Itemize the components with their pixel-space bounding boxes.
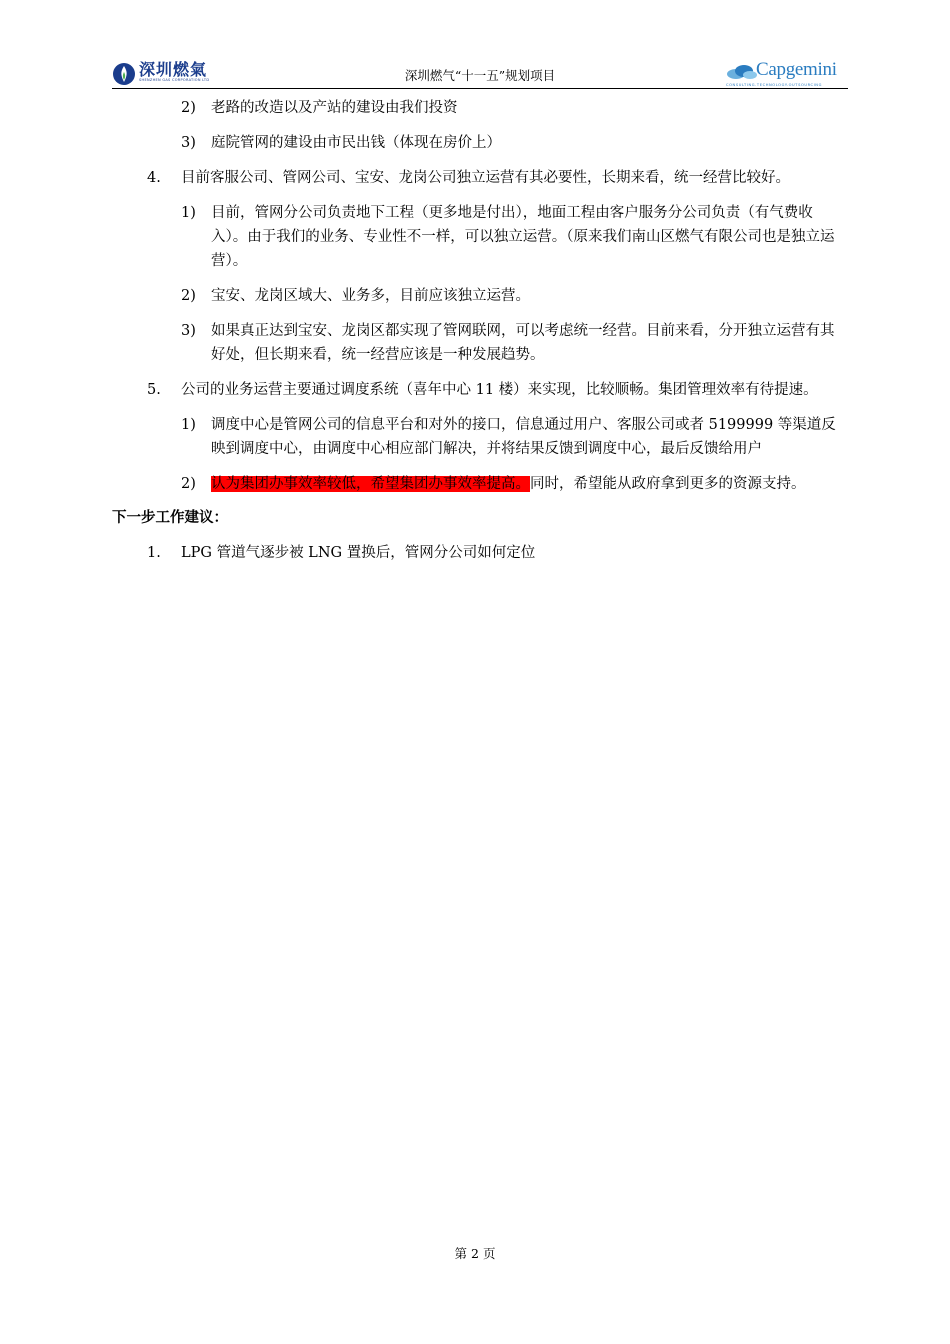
list-number: 3) <box>181 323 196 339</box>
list-item <box>112 284 848 308</box>
list-item <box>112 319 848 367</box>
list-item <box>112 413 848 461</box>
page-number: 第 2 页 <box>454 1246 496 1261</box>
capgemini-tagline: CONSULTING.TECHNOLOGY.OUTSOURCING <box>726 83 822 87</box>
list-number: 4. <box>147 170 161 186</box>
list-item <box>112 96 848 120</box>
page-header <box>112 56 848 90</box>
list-number: 2) <box>181 476 196 492</box>
capgemini-logo <box>726 59 848 89</box>
list-number: 2) <box>181 288 196 304</box>
highlighted-text: 认为集团办事效率较低，希望集团办事效率提高。 <box>211 476 530 492</box>
capgemini-spade-icon <box>726 63 758 81</box>
list-text: 同时，希望能从政府拿到更多的资源支持。 <box>530 476 806 492</box>
header-title: 深圳燃气“十一五”规划项目 <box>404 68 556 83</box>
header-divider <box>112 88 848 89</box>
list-item <box>112 541 848 565</box>
list-item <box>112 378 848 402</box>
list-number: 3) <box>181 135 196 151</box>
list-text: 目前，管网分公司负责地下工程（更多地是付出），地面工程由客户服务分公司负责（有气费收入）。由于我们的业务、专业性不一样，可以独立运营。（原来我们南山区燃气有限公司也是独立运营）。 <box>211 205 835 269</box>
section-heading: 下一步工作建议： <box>112 510 228 526</box>
list-text: 调度中心是管网公司的信息平台和对外的接口，信息通过用户、客服公司或者 5199999 等渠道反映到调度中心，由调度中心相应部门解决，并将结果反馈到调度中心，最后反馈给用户 <box>211 417 836 457</box>
list-item <box>112 472 848 496</box>
logo-chinese-name: 深圳燃氣 <box>139 60 208 79</box>
list-item <box>112 131 848 155</box>
list-text: 老路的改造以及产站的建设由我们投资 <box>211 100 458 116</box>
list-text: 宝安、龙岗区域大、业务多，目前应该独立运营。 <box>211 288 530 304</box>
list-text: LPG 管道气逐步被 LNG 置换后，管网分公司如何定位 <box>181 545 536 561</box>
list-item <box>112 201 848 273</box>
list-number: 5. <box>147 382 161 398</box>
capgemini-name: Capgemini <box>756 59 837 80</box>
list-text: 目前客服公司、管网公司、宝安、龙岗公司独立运营有其必要性，长期来看，统一经营比较好。 <box>181 170 790 186</box>
document-body <box>112 96 848 565</box>
list-text: 如果真正达到宝安、龙岗区都实现了管网联网，可以考虑统一经营。目前来看，分开独立运营有其好处，但长期来看，统一经营应该是一种发展趋势。 <box>211 323 835 363</box>
list-text: 庭院管网的建设由市民出钱（体现在房价上） <box>211 135 501 151</box>
list-number: 1) <box>181 417 196 433</box>
list-number: 1) <box>181 205 196 221</box>
list-number: 2) <box>181 100 196 116</box>
list-text: 公司的业务运营主要通过调度系统（喜年中心 11 楼）来实现，比较顺畅。集团管理效率有待提速。 <box>181 382 818 398</box>
list-item <box>112 166 848 190</box>
list-number: 1. <box>147 545 161 561</box>
logo-english-name: SHENZHEN GAS CORPORATION LTD <box>139 78 210 82</box>
